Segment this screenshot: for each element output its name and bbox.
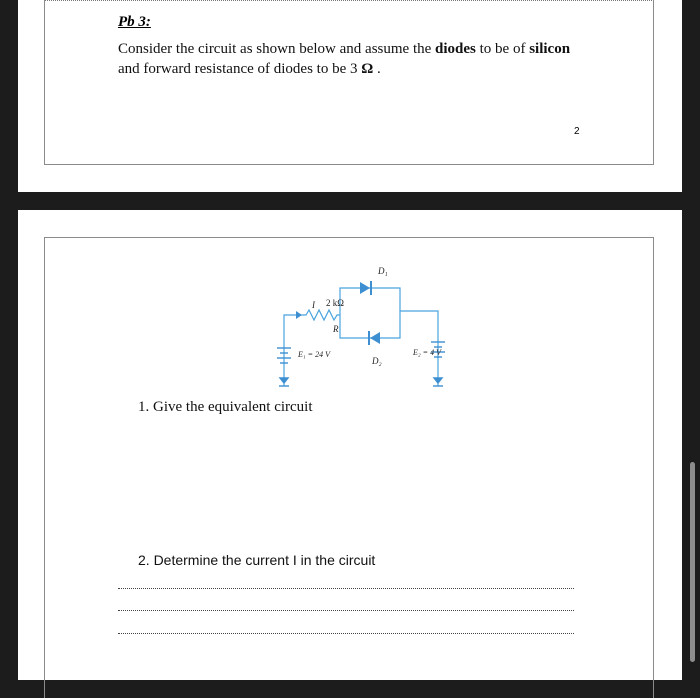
circuit-wires bbox=[284, 288, 438, 386]
resistor-value-label: 2 kΩ bbox=[326, 298, 344, 308]
statement-bold-ohm: Ω bbox=[361, 61, 374, 77]
page-number: 2 bbox=[574, 126, 580, 137]
resistor-symbol bbox=[296, 310, 340, 320]
scrollbar-thumb[interactable] bbox=[690, 462, 695, 662]
statement-text-2: to be of bbox=[475, 41, 530, 57]
answer-line bbox=[118, 588, 574, 589]
current-arrow bbox=[296, 311, 302, 319]
source1-label: E₁ = 24 V bbox=[298, 350, 330, 359]
answer-line bbox=[118, 633, 574, 634]
diode2-label: D₂ bbox=[372, 356, 382, 366]
resistor-name-label: R bbox=[333, 324, 339, 334]
circuit-diagram bbox=[268, 260, 468, 390]
document-page-2 bbox=[18, 210, 682, 680]
document-page-1 bbox=[18, 0, 682, 192]
problem-title: Pb 3: bbox=[118, 14, 151, 30]
diode1-label: D₁ bbox=[378, 266, 388, 276]
statement-bold-diodes: diodes bbox=[435, 41, 476, 57]
statement-bold-silicon: silicon bbox=[529, 41, 571, 57]
statement-text-4: . bbox=[373, 61, 381, 77]
source2-label: E₂ = 4 V bbox=[413, 348, 441, 357]
current-label: I bbox=[312, 300, 315, 310]
problem-statement bbox=[118, 39, 588, 79]
statement-text-1: Consider the circuit as shown below and assume the bbox=[118, 41, 436, 57]
question-2: 2. Determine the current I in the circuit bbox=[138, 552, 376, 568]
answer-line bbox=[118, 610, 574, 611]
statement-text-3: and forward resistance of diodes to be 3 bbox=[118, 61, 362, 77]
question-1: 1. Give the equivalent circuit bbox=[138, 399, 313, 415]
diode-d1 bbox=[360, 281, 371, 295]
diode-d2 bbox=[369, 331, 380, 345]
